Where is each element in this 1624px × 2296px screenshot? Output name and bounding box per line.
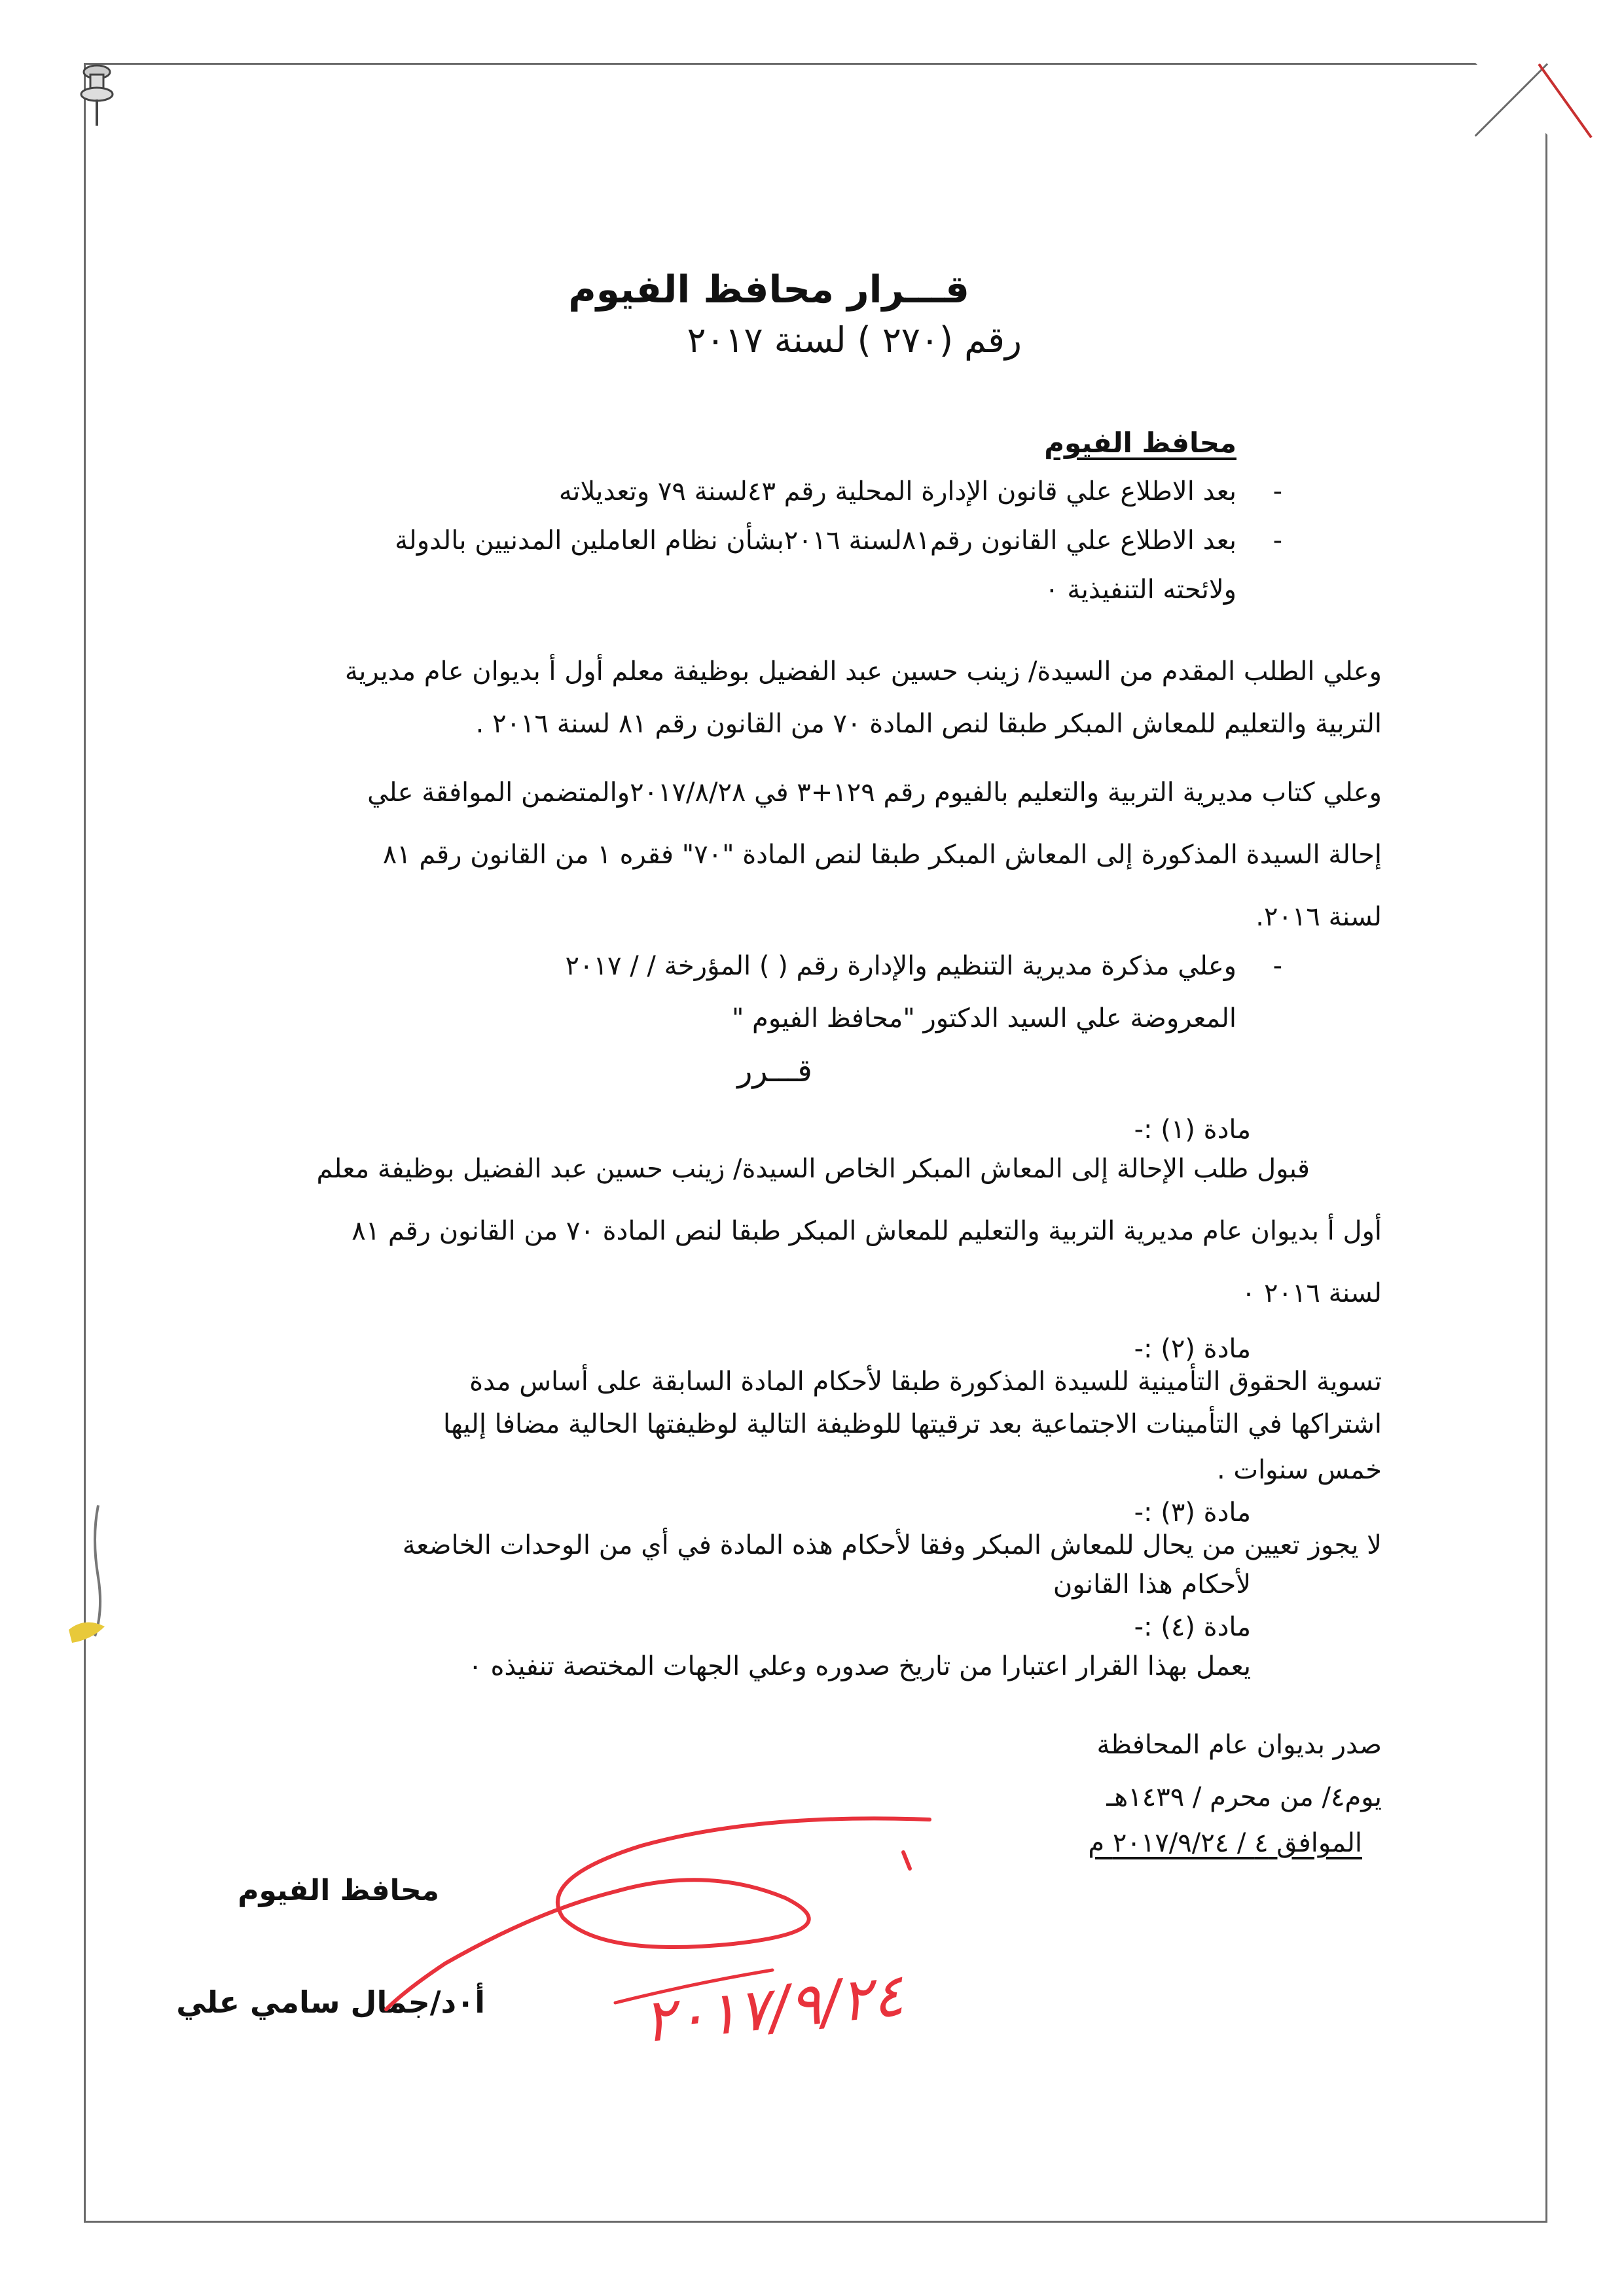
signatory-title: محافظ الفيوم	[238, 1874, 439, 1907]
issuance-hijri-date: يوم٤/ من محرم / ١٤٣٩هـ	[1106, 1782, 1382, 1812]
pushpin-icon	[77, 63, 117, 128]
article-heading: مادة (١) :-	[1134, 1115, 1251, 1145]
article-heading: مادة (٣) :-	[1134, 1498, 1251, 1528]
authority-heading: محافظ الفيوم	[1044, 427, 1236, 459]
decision-heading: قـــرر	[737, 1052, 812, 1089]
decree-number: رقم (٢٧٠ ) لسنة ٢٠١٧	[687, 319, 1022, 361]
article-line: اشتراكها في التأمينات الاجتماعية بعد ترقيتها للوظيفة التالية لوظيفتها الحالية مضافا إليها	[442, 1409, 1382, 1439]
memo-line: - وعلي مذكرة مديرية التنظيم والإدارة رقم ( ) المؤرخة / / ٢٠١٧	[566, 949, 1236, 983]
article-line: لأحكام هذا القانون	[1053, 1570, 1251, 1600]
article-line: خمس سنوات .	[1216, 1455, 1382, 1485]
recital-line: التربية والتعليم للمعاش المبكر طبقا لنص المادة ٧٠ من القانون رقم ٨١ لسنة ٢٠١٦ .	[475, 709, 1382, 739]
recital-line: إحالة السيدة المذكورة إلى المعاش المبكر طبقا لنص المادة "٧٠" فقره ١ من القانون رقم ٨١	[382, 840, 1382, 870]
article-heading: مادة (٤) :-	[1134, 1612, 1251, 1642]
preamble-item: - بعد الاطلاع علي القانون رقم٨١لسنة ٢٠١٦بشأن نظام العاملين المدنيين بالدولة	[395, 524, 1236, 558]
recital-line: وعلي كتاب مديرية التربية والتعليم بالفيوم رقم ١٢٩+٣ في ٢٠١٧/٨/٢٨والمتضمن الموافقة علي	[367, 778, 1382, 808]
article-line: لسنة ٢٠١٦ ٠	[1241, 1278, 1382, 1308]
issuance-gregorian-date: الموافق ٤ / ٢٠١٧/٩/٢٤ م	[1088, 1828, 1362, 1858]
article-line: لا يجوز تعيين من يحال للمعاش المبكر وفقا لأحكام هذه المادة في أي من الوحدات الخاضعة	[402, 1530, 1382, 1560]
recital-line: وعلي الطلب المقدم من السيدة/ زينب حسين عبد الفضيل بوظيفة معلم أول أ بديوان عام مديرية	[344, 656, 1382, 687]
article-line: قبول طلب الإحالة إلى المعاش المبكر الخاص السيدة/ زينب حسين عبد الفضيل بوظيفة معلم	[316, 1154, 1310, 1184]
memo-line: المعروضة علي السيد الدكتور "محافظ الفيوم "	[731, 1003, 1236, 1033]
signatory-name: أ٠د/جمال سامي علي	[176, 1984, 485, 2020]
staple-mark	[65, 1499, 118, 1656]
article-line: تسوية الحقوق التأمينية للسيدة المذكورة طبقا لأحكام المادة السابقة على أساس مدة	[469, 1367, 1382, 1397]
article-line: يعمل بهذا القرار اعتبارا من تاريخ صدوره وعلي الجهات المختصة تنفيذه ٠	[468, 1651, 1251, 1681]
red-pen-mark	[1532, 59, 1598, 144]
preamble-item-continuation: ولائحته التنفيذية ٠	[1045, 575, 1236, 605]
handwritten-date: ٢٠١٧/٩/٢٤	[640, 1960, 907, 2056]
decree-title: قـــرار محافظ الفيوم	[568, 267, 969, 312]
article-line: أول أ بديوان عام مديرية التربية والتعليم للمعاش المبكر طبقا لنص المادة ٧٠ من القانون رقم ٨١	[352, 1216, 1382, 1246]
issuance-place: صدر بديوان عام المحافظة	[1096, 1730, 1382, 1760]
article-heading: مادة (٢) :-	[1134, 1334, 1251, 1364]
preamble-item: - بعد الاطلاع علي قانون الإدارة المحلية رقم ٤٣لسنة ٧٩ وتعديلاته	[559, 475, 1236, 509]
recital-line: لسنة ٢٠١٦.	[1255, 902, 1382, 932]
